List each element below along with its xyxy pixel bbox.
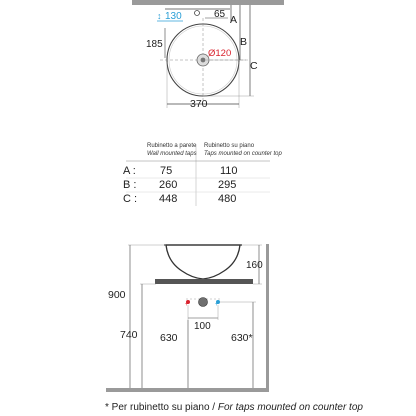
footnote — [105, 402, 363, 413]
tap-hole-icon — [195, 11, 200, 16]
row-b-counter: 295 — [218, 179, 237, 191]
drain-pipe-icon — [199, 298, 208, 307]
floor — [106, 388, 269, 392]
drain-diameter-label: Ø120 — [208, 48, 232, 59]
height-right-label: 630* — [231, 332, 253, 344]
basin-bowl — [166, 245, 240, 279]
row-b-label: B : — [123, 179, 137, 191]
dim-c-label: C — [250, 60, 258, 72]
drain-center — [201, 58, 206, 63]
row-b-wall: 260 — [159, 179, 178, 191]
height-counter-label: 740 — [120, 329, 138, 341]
top-view — [132, 0, 284, 110]
row-a-counter: 110 — [220, 165, 238, 177]
counter-top — [155, 279, 253, 284]
row-c-counter: 480 — [218, 193, 237, 205]
side-view — [106, 244, 269, 392]
wall-top — [132, 0, 284, 5]
hot-tap-marker: + — [185, 302, 189, 308]
dim-b-label: B — [240, 36, 248, 48]
footnote-prefix: * Per rubinetto su piano / — [105, 402, 218, 413]
height-total-label: 900 — [108, 289, 126, 301]
footnote-italic: For taps mounted on counter top — [217, 402, 363, 413]
row-a-label: A : — [123, 165, 136, 177]
col1-header: Rubinetto a parete — [147, 143, 197, 149]
col2-header: Rubinetto su piano — [204, 143, 255, 149]
height-left-label: 630 — [160, 332, 178, 344]
row-c-label: C : — [123, 193, 138, 205]
pipe-arrow-icon: ↕ — [157, 11, 162, 21]
spacing-label: 100 — [194, 321, 211, 332]
row-a-wall: 75 — [160, 165, 173, 177]
col1-subheader: Wall mounted taps — [147, 151, 197, 157]
offset-label: 65 — [214, 9, 226, 20]
row-c-wall: 448 — [159, 193, 178, 205]
height-basin-label: 160 — [246, 260, 263, 271]
pipe-distance-label: 130 — [165, 11, 182, 22]
offset-left-label: 185 — [146, 39, 163, 50]
dim-a-label: A — [230, 14, 238, 26]
dimension-table — [123, 143, 282, 206]
col2-subheader: Taps mounted on counter top — [204, 151, 282, 157]
diameter-label: 370 — [190, 98, 208, 110]
wall-side — [266, 244, 269, 390]
cold-tap-marker: + — [215, 302, 219, 308]
